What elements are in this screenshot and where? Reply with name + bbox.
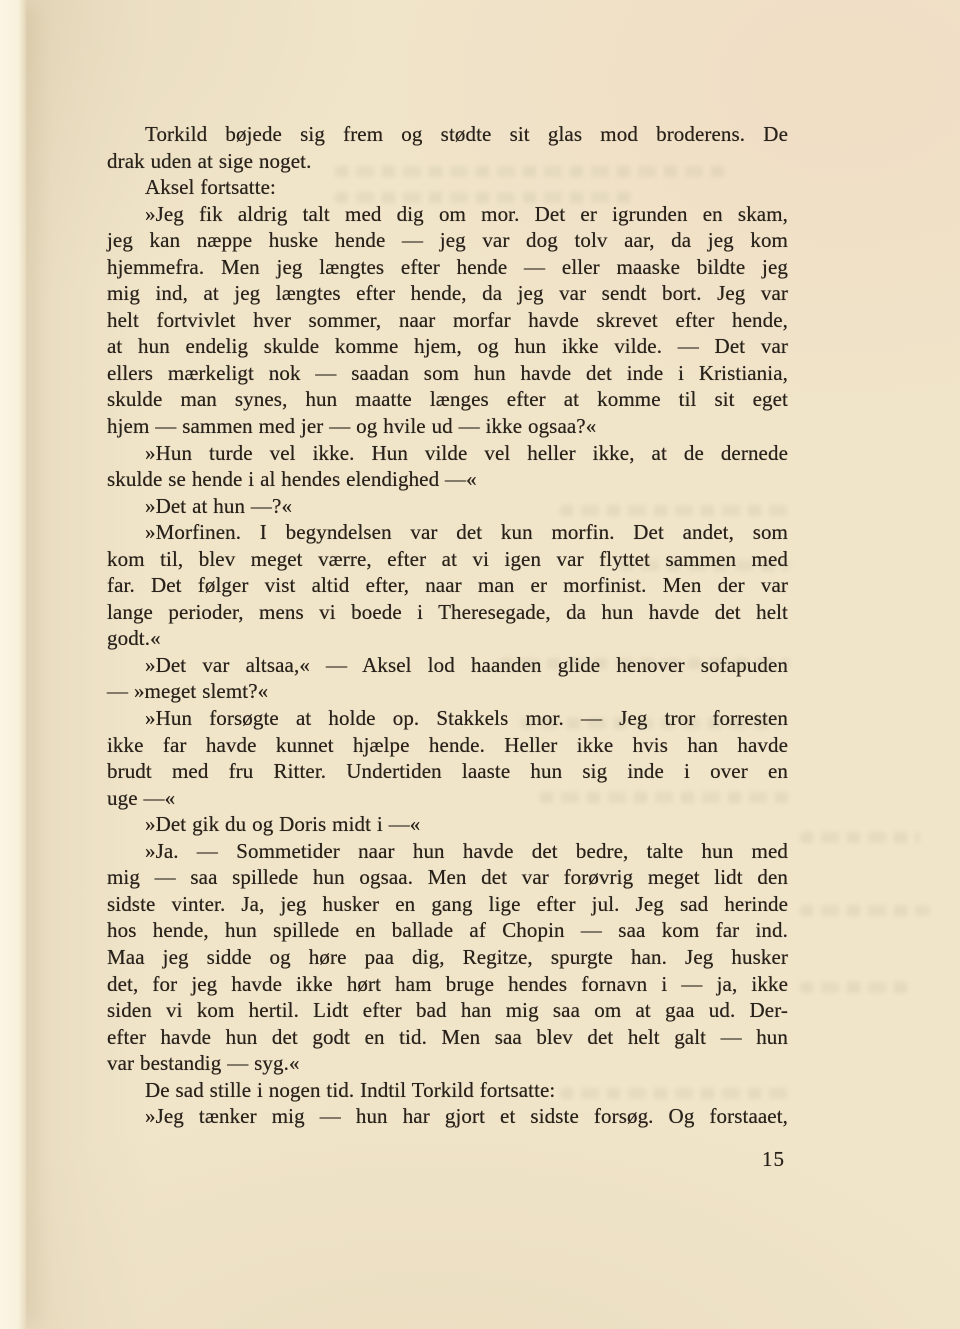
text-line: »Jeg tænker mig — hun har gjort et sidste forsøg. Og forstaaet, (145, 1104, 788, 1129)
text-line: »Det at hun —?« (145, 493, 293, 518)
text-line: far. Det følger vist altid efter, naar man er morfinist. Men der var (107, 573, 788, 598)
text-line: sidste vinter. Ja, jeg husker en gang lige efter jul. Jeg sad herinde (107, 891, 788, 916)
text-line: siden vi kom hertil. Lidt efter bad han mig saa om at gaa ud. Der- (107, 998, 788, 1023)
text-line: efter havde hun det godt en tid. Men saa blev det helt galt — hun (107, 1024, 788, 1049)
text-line: ellers mærkeligt nok — saadan som hun havde det inde i Kristiania, (107, 360, 788, 385)
text-line: kom til, blev meget værre, efter at vi igen var flyttet sammen med (107, 546, 788, 571)
text-line: uge —« (107, 785, 176, 810)
text-line: mig ind, at jeg længtes efter hende, da jeg var sendt bort. Jeg var (107, 281, 788, 306)
text-line: »Morfinen. I begyndelsen var det kun morfin. Det andet, som (145, 520, 788, 545)
text-line: »Hun turde vel ikke. Hun vilde vel heller ikke, at de dernede (145, 440, 788, 465)
text-line: Torkild bøjede sig frem og stødte sit glas mod broderens. De (145, 122, 788, 146)
text-line: godt.« (107, 626, 161, 651)
text-line: hos hende, hun spillede en ballade af Chopin — saa kom far ind. (107, 918, 788, 943)
text-line: »Hun forsøgte at holde op. Stakkels mor. — Jeg tror forresten (145, 706, 788, 731)
page-edge-strip (0, 0, 26, 1329)
page-number: 15 (762, 1147, 785, 1171)
text-line: det, for jeg havde ikke hørt ham bruge hendes fornavn i — ja, ikke (107, 971, 788, 996)
text-line: hjemmefra. Men jeg længtes efter hende — eller maaske bildte jeg (107, 254, 788, 279)
text-line: var bestandig — syg.« (107, 1051, 300, 1076)
text-line: skulde se hende i al hendes elendighed —« (107, 467, 477, 492)
bleed-through-artifact (800, 905, 930, 916)
text-line: Aksel fortsatte: (145, 175, 276, 200)
text-line: skulde man synes, hun maatte længes efter at komme til sit eget (107, 387, 788, 412)
text-line: »Det gik du og Doris midt i —« (145, 812, 421, 837)
text-line: Maa jeg sidde og høre paa dig, Regitze, spurgte han. Jeg husker (107, 944, 788, 969)
text-line: »Jeg fik aldrig talt med dig om mor. Det er igrunden en skam, (145, 201, 788, 226)
text-line: »Ja. — Sommetider naar hun havde det bedre, talte hun med (145, 838, 788, 863)
text-line: helt fortvivlet hver sommer, naar morfar havde skrevet efter hende, (107, 307, 788, 332)
bleed-through-artifact (800, 832, 920, 843)
text-line: at hun endelig skulde komme hjem, og hun ikke vilde. — Det var (107, 334, 788, 359)
text-line: hjem — sammen med jer — og hvile ud — ikke ogsaa?« (107, 414, 597, 439)
text-line: jeg kan næppe huske hende — jeg var dog tolv aar, da jeg kom (107, 228, 788, 253)
page-text (107, 121, 788, 1130)
text-line: ikke far havde kunnet hjælpe hende. Heller ikke hvis han havde (107, 732, 788, 757)
bleed-through-artifact (800, 982, 915, 993)
text-line: — »meget slemt?« (107, 679, 269, 704)
text-line: mig — saa spillede hun ogsaa. Men det var forøvrig meget lidt den (107, 865, 788, 890)
text-line: De sad stille i nogen tid. Indtil Torkild fortsatte: (145, 1077, 556, 1102)
text-line: »Det var altsaa,« — Aksel lod haanden glide henover sofapuden (145, 652, 788, 677)
text-line: drak uden at sige noget. (107, 148, 312, 173)
text-line: lange perioder, mens vi boede i Theresegade, da hun havde det helt (107, 599, 788, 624)
text-line: brudt med fru Ritter. Undertiden laaste hun sig inde i over en (107, 759, 788, 784)
